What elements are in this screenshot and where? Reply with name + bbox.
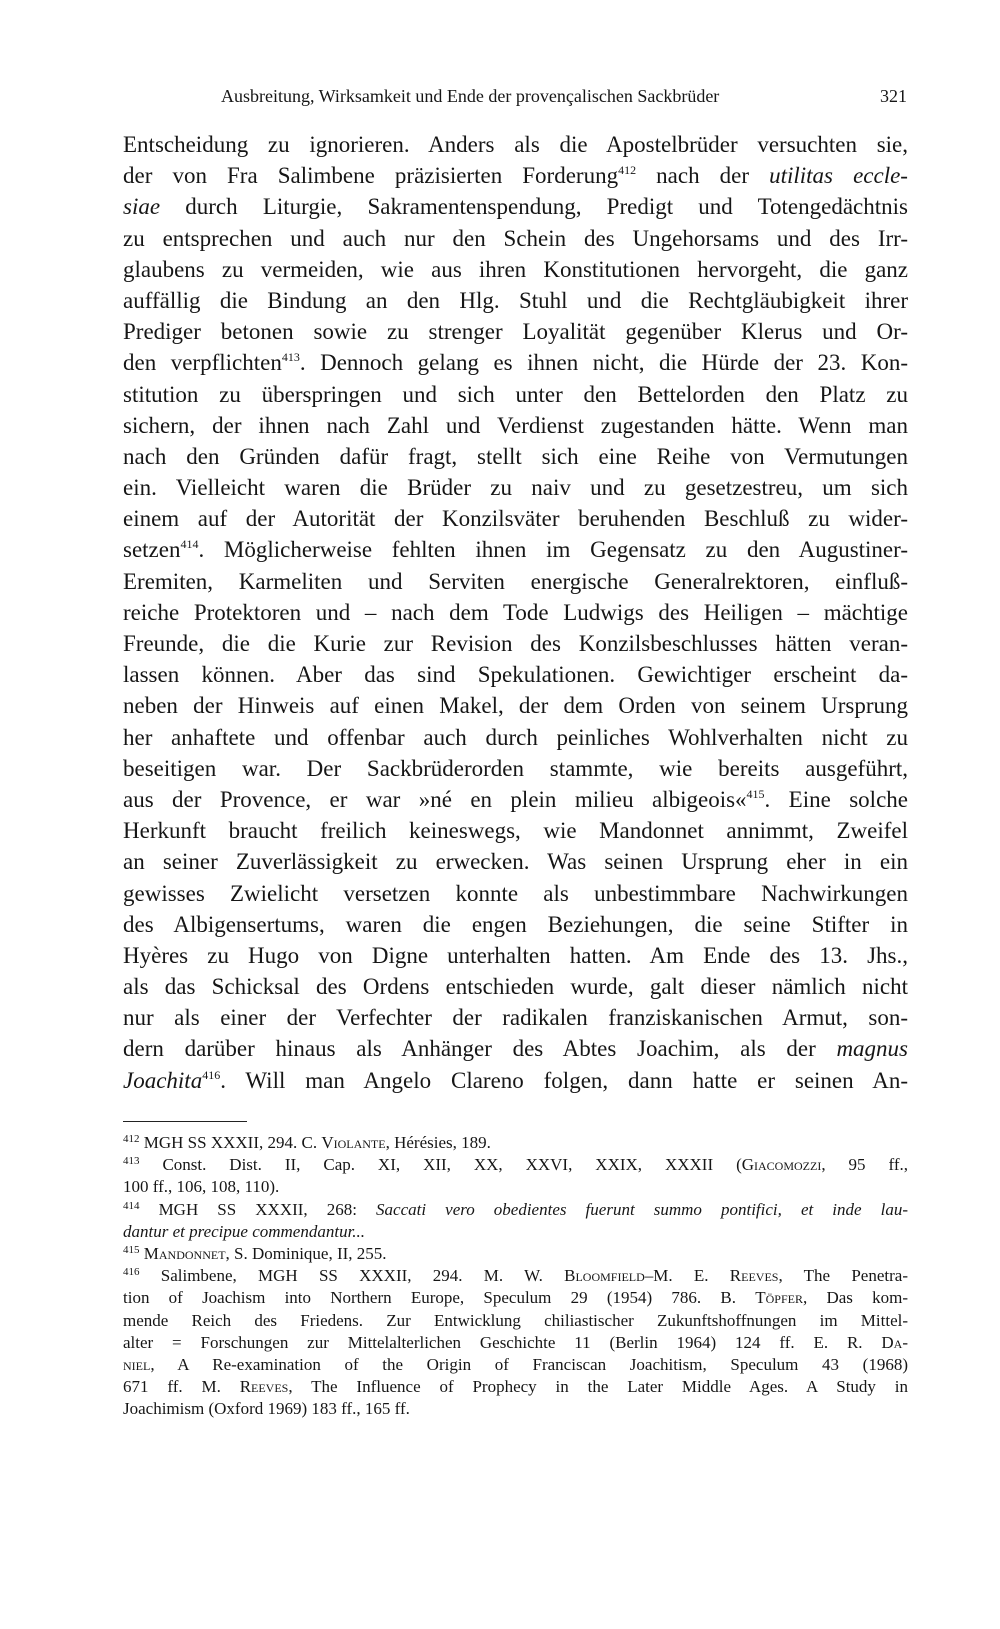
text-line: ein. Vielleicht waren die Brüder zu naiv und zu gesetzestreu, um sich bbox=[123, 475, 908, 501]
text-line: Eremiten, Karmeliten und Serviten energische Generalrektoren, einfluß- bbox=[123, 568, 908, 594]
text-line: lassen können. Aber das sind Spekulationen. Gewichtiger erscheint da- bbox=[123, 662, 908, 688]
text-line: nur als einer der Verfechter der radikalen franziskanischen Armut, son- bbox=[123, 1005, 908, 1031]
footnote-number: 413 bbox=[123, 1155, 140, 1168]
text-line: Freunde, die die Kurie zur Revision des Konzilsbeschlusses hätten veran- bbox=[123, 631, 908, 656]
text-line: als das Schicksal des Ordens entschieden wurde, galt dieser nämlich nicht bbox=[123, 974, 908, 1000]
text-line: des Albigensertums, waren die engen Beziehungen, die seine Stifter in bbox=[123, 911, 908, 937]
text-line: einem auf der Autorität der Konzilsväter beruhenden Beschluß zu wider- bbox=[123, 506, 908, 532]
footnote-separator bbox=[123, 1121, 247, 1122]
text-line: Hyères zu Hugo von Digne unterhalten hatten. Am Ende des 13. Jhs., bbox=[123, 942, 908, 968]
footnote-ref-416[interactable]: 416 bbox=[202, 1067, 221, 1082]
footnote-416-cont: niel, A Re-examination of the Origin of Franciscan Joachitism, Speculum 43 (1968) bbox=[123, 1354, 908, 1374]
text-line: her anhaftete und offenbar auch durch peinliches Wohlverhalten nicht zu bbox=[123, 724, 908, 750]
footnote-414: $^{414}$ MGH SS XXXII, 268: Saccati vero obedientes fuerunt summo pontifici, et inde lau- bbox=[123, 1199, 908, 1219]
text-line: gewisses Zwielicht versetzen konnte als unbestimmbare Nachwirkungen bbox=[123, 880, 908, 906]
footnote-416-cont: mende Reich des Friedens. Zur Entwicklung chiliastischer Zukunftshoffnungen im Mittel- bbox=[123, 1310, 908, 1330]
text-line: Joachita$^{416}$. Will man Angelo Clareno folgen, dann hatte er seinen An- bbox=[123, 1067, 908, 1093]
footnote-number: 416 bbox=[123, 1266, 140, 1279]
text-line: auffällig die Bindung an den Hlg. Stuhl und die Rechtgläubigkeit ihrer bbox=[123, 287, 908, 313]
text-line: glaubens zu vermeiden, wie aus ihren Konstitutionen hervorgeht, die ganz bbox=[123, 256, 908, 282]
text-line: neben der Hinweis auf einen Makel, der dem Orden von seinem Ursprung bbox=[123, 693, 908, 719]
footnote-number: 414 bbox=[123, 1199, 140, 1212]
text-line: stitution zu überspringen und sich unter den Bettelorden den Platz zu bbox=[123, 381, 908, 407]
text-line: beseitigen war. Der Sackbrüderorden stammte, wie bereits ausgeführt, bbox=[123, 755, 908, 781]
text-line: zu entsprechen und auch nur den Schein des Ungehorsams und des Irr- bbox=[123, 225, 908, 251]
text-line: Entscheidung zu ignorieren. Anders als die Apostelbrüder versuchten sie, bbox=[123, 132, 908, 157]
text-line: an seiner Zuverlässigkeit zu erwecken. Was seinen Ursprung eher in ein bbox=[123, 849, 908, 875]
running-title: Ausbreitung, Wirksamkeit und Ende der provençalischen Sackbrüder bbox=[221, 86, 720, 106]
text-line: reiche Protektoren und – nach dem Tode Ludwigs des Heiligen – mächtige bbox=[123, 599, 908, 625]
footnote-ref-412[interactable]: 412 bbox=[618, 163, 637, 178]
footnote-415: $^{415}$ Mandonnet, S. Dominique, II, 255. bbox=[123, 1243, 387, 1263]
footnote-416-cont: alter = Forschungen zur Mittelalterlichen Geschichte 11 (Berlin 1964) 124 ff. E. R. Da- bbox=[123, 1332, 908, 1352]
text-line: aus der Provence, er war »né en plein milieu albigeois«$^{415}$. Eine solche bbox=[123, 786, 908, 812]
page-number: 321 bbox=[880, 86, 907, 106]
footnote-414-cont: dantur et precipue commendantur... bbox=[123, 1221, 366, 1241]
footnote-number: 415 bbox=[123, 1243, 140, 1256]
footnote-ref-415[interactable]: 415 bbox=[746, 786, 765, 801]
text-line: den verpflichten$^{413}$. Dennoch gelang es ihnen nicht, die Hürde der 23. Kon- bbox=[123, 350, 909, 376]
footnote-416-cont: tion of Joachism into Northern Europe, Speculum 29 (1954) 786. B. Töpfer, Das kom- bbox=[123, 1288, 909, 1308]
footnote-ref-414[interactable]: 414 bbox=[180, 537, 199, 552]
text-line: Herkunft braucht freilich keineswegs, wie Mandonnet annimmt, Zweifel bbox=[123, 818, 908, 844]
text-line: setzen$^{414}$. Möglicherweise fehlten ihnen im Gegensatz zu den Augustiner- bbox=[123, 537, 908, 563]
footnote-416-cont: Joachimism (Oxford 1969) 183 ff., 165 ff. bbox=[123, 1399, 410, 1419]
text-line: dern darüber hinaus als Anhänger des Abtes Joachim, als der magnus bbox=[123, 1036, 908, 1062]
footnote-413: $^{413}$ Const. Dist. II, Cap. XI, XII, XX, XXVI, XXIX, XXXII (Giacomozzi, 95 ff., bbox=[123, 1155, 908, 1175]
footnote-ref-413[interactable]: 413 bbox=[281, 350, 300, 365]
text-line: der von Fra Salimbene präzisierten Forderung$^{412}$ nach der utilitas eccle- bbox=[123, 163, 908, 189]
footnote-416: $^{416}$ Salimbene, MGH SS XXXII, 294. M. W. Bloomfield–M. E. Reeves, The Penetra- bbox=[123, 1266, 908, 1286]
footnotes bbox=[123, 1132, 908, 1420]
footnote-416-cont: 671 ff. M. Reeves, The Influence of Prophecy in the Later Middle Ages. A Study in bbox=[123, 1377, 908, 1397]
main-text bbox=[123, 129, 908, 1096]
text-line: nach den Gründen dafür fragt, stellt sich eine Reihe von Vermutungen bbox=[123, 443, 908, 469]
text-line: Prediger betonen sowie zu strenger Loyalität gegenüber Klerus und Or- bbox=[123, 319, 908, 345]
footnote-412: $^{412}$ MGH SS XXXII, 294. C. Violante, Hérésies, 189. bbox=[123, 1133, 491, 1152]
text-line: siae durch Liturgie, Sakramentenspendung, Predigt und Totengedächtnis bbox=[123, 194, 908, 220]
text-line: sichern, der ihnen nach Zahl und Verdienst zugestanden hätte. Wenn man bbox=[123, 412, 908, 438]
footnote-413-cont: 100 ff., 106, 108, 110). bbox=[123, 1177, 280, 1197]
footnote-number: 412 bbox=[123, 1133, 140, 1145]
